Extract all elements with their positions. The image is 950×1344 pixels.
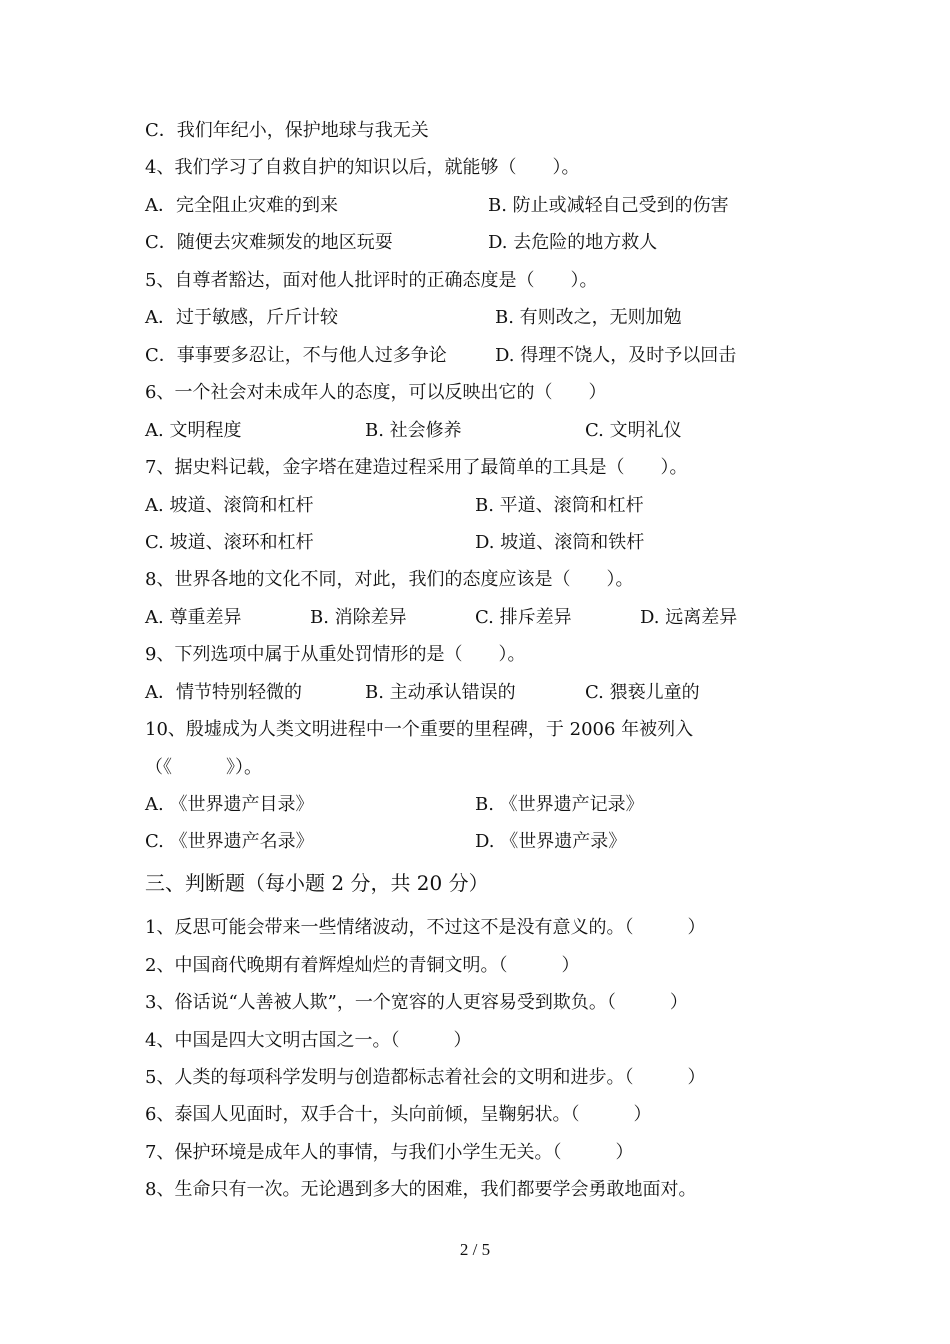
q9-stem: 9、下列选项中属于从重处罚情形的是（ ）。 bbox=[145, 644, 526, 665]
q6-option-b: B. 社会修养 bbox=[365, 420, 462, 441]
q9-options bbox=[145, 678, 845, 708]
q7-option-b: B. 平道、滚筒和杠杆 bbox=[475, 495, 644, 516]
q7-option-d: D. 坡道、滚筒和铁杆 bbox=[475, 532, 645, 553]
judgement-item-5: 5、人类的每项科学发明与创造都标志着社会的文明和进步。（ ） bbox=[145, 1067, 706, 1088]
q4-options-row-1 bbox=[145, 191, 845, 221]
q8-option-d: D. 远离差异 bbox=[640, 607, 738, 628]
q4-option-c: C．随便去灾难频发的地区玩耍 bbox=[145, 232, 393, 253]
q6-option-a: A. 文明程度 bbox=[145, 420, 242, 441]
q9-option-c: C. 猥亵儿童的 bbox=[585, 682, 700, 703]
q9-option-a: A．情节特别轻微的 bbox=[145, 682, 302, 703]
page-number: 2 / 5 bbox=[459, 1240, 491, 1259]
q6-stem: 6、一个社会对未成年人的态度，可以反映出它的（ ） bbox=[145, 382, 607, 403]
q5-options-row-1 bbox=[145, 303, 845, 333]
q10-options-row-1 bbox=[145, 790, 845, 820]
q4-option-a: A．完全阻止灾难的到来 bbox=[145, 195, 338, 216]
q8-option-b: B. 消除差异 bbox=[310, 607, 407, 628]
q7-stem: 7、据史料记载，金字塔在建造过程采用了最简单的工具是（ ）。 bbox=[145, 457, 688, 478]
q9-option-b: B. 主动承认错误的 bbox=[365, 682, 516, 703]
judgement-item-4: 4、中国是四大文明古国之一。（ ） bbox=[145, 1030, 472, 1051]
q3-option-c: C．我们年纪小，保护地球与我无关 bbox=[145, 120, 429, 141]
q7-option-c: C. 坡道、滚环和杠杆 bbox=[145, 532, 314, 553]
q5-option-c: C．事事要多忍让，不与他人过多争论 bbox=[145, 345, 447, 366]
judgement-item-6: 6、泰国人见面时，双手合十，头向前倾，呈鞠躬状。（ ） bbox=[145, 1104, 652, 1125]
q8-option-c: C. 排斥差异 bbox=[475, 607, 572, 628]
q10-options-row-2 bbox=[145, 827, 845, 857]
q4-option-d: D. 去危险的地方救人 bbox=[488, 232, 658, 253]
q7-options-row-1 bbox=[145, 491, 845, 521]
q6-options bbox=[145, 416, 845, 446]
q7-options-row-2 bbox=[145, 528, 845, 558]
judgement-item-1: 1、反思可能会带来一些情绪波动，不过这不是没有意义的。（ ） bbox=[145, 917, 706, 938]
q10-option-b: B. 《世界遗产记录》 bbox=[475, 794, 644, 815]
q10-option-a: A. 《世界遗产目录》 bbox=[145, 794, 314, 815]
section-3-heading: 三、判断题（每小题 2 分，共 20 分） bbox=[145, 871, 489, 895]
q10-stem-continued: （《 》）。 bbox=[145, 757, 262, 778]
judgement-item-8: 8、生命只有一次。无论遇到多大的困难，我们都要学会勇敢地面对。 bbox=[145, 1179, 697, 1200]
q5-option-d: D. 得理不饶人，及时予以回击 bbox=[495, 345, 737, 366]
judgement-item-7: 7、保护环境是成年人的事情，与我们小学生无关。（ ） bbox=[145, 1142, 634, 1163]
q5-option-a: A．过于敏感，斤斤计较 bbox=[145, 307, 338, 328]
q4-options-row-2 bbox=[145, 228, 845, 258]
q10-option-c: C. 《世界遗产名录》 bbox=[145, 831, 314, 852]
judgement-item-2: 2、中国商代晚期有着辉煌灿烂的青铜文明。（ ） bbox=[145, 955, 580, 976]
q5-option-b: B. 有则改之，无则加勉 bbox=[495, 307, 682, 328]
q4-stem: 4、我们学习了自救自护的知识以后，就能够（ ）。 bbox=[145, 157, 580, 178]
q8-stem: 8、世界各地的文化不同，对此，我们的态度应该是（ ）。 bbox=[145, 569, 634, 590]
q7-option-a: A. 坡道、滚筒和杠杆 bbox=[145, 495, 314, 516]
q5-stem: 5、自尊者豁达，面对他人批评时的正确态度是（ ）。 bbox=[145, 270, 598, 291]
q4-option-b: B. 防止或减轻自己受到的伤害 bbox=[488, 195, 729, 216]
q10-stem: 10、殷墟成为人类文明进程中一个重要的里程碑，于 2006 年被列入 bbox=[145, 719, 694, 740]
q5-options-row-2 bbox=[145, 341, 845, 371]
judgement-item-3: 3、俗话说“人善被人欺”，一个宽容的人更容易受到欺负。（ ） bbox=[145, 992, 688, 1013]
q10-option-d: D. 《世界遗产录》 bbox=[475, 831, 627, 852]
q6-option-c: C. 文明礼仪 bbox=[585, 420, 682, 441]
q8-options bbox=[145, 603, 845, 633]
q8-option-a: A. 尊重差异 bbox=[145, 607, 242, 628]
